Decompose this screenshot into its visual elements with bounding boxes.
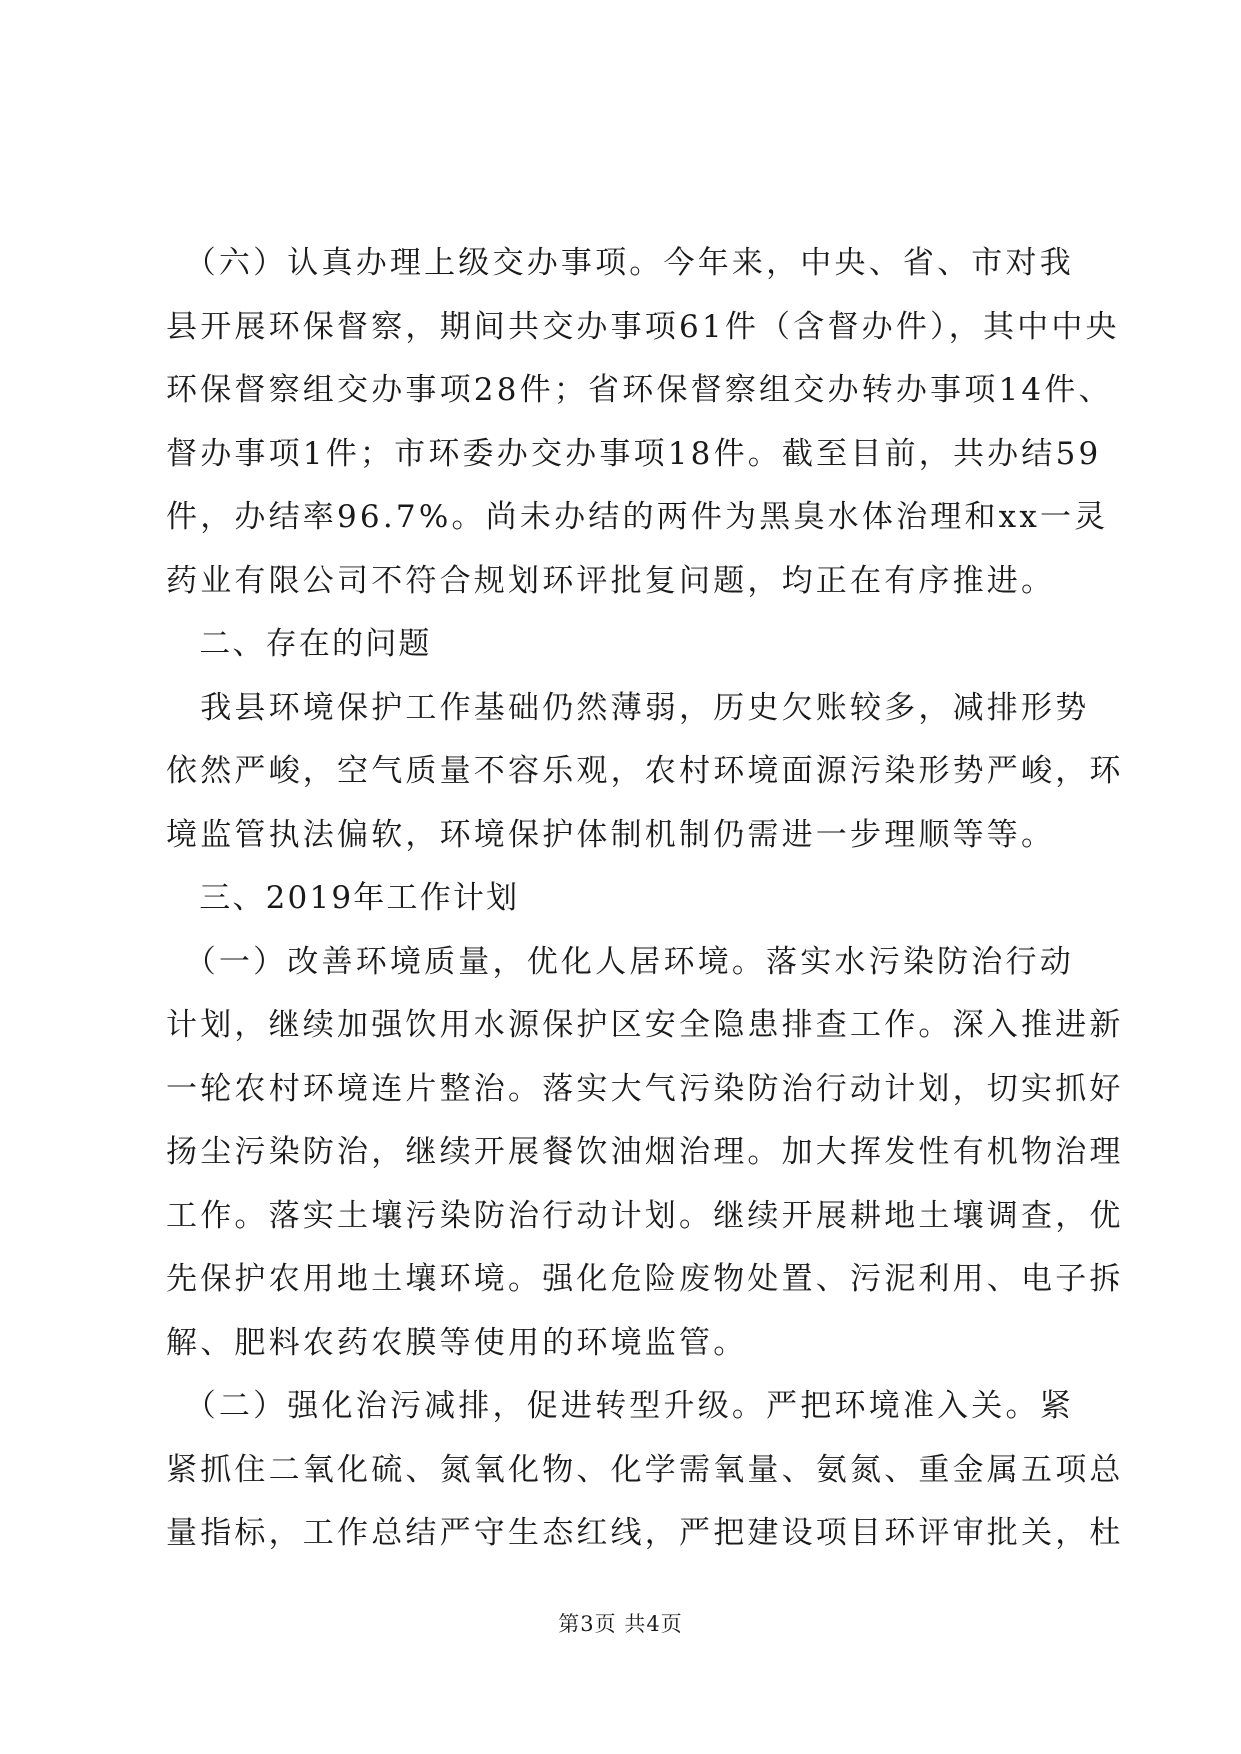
text-line: 工作。落实土壤污染防治行动计划。继续开展耕地土壤调查，优 bbox=[166, 1197, 1124, 1234]
section-heading: 二、存在的问题 bbox=[166, 626, 432, 662]
text-line: 环保督察组交办事项28件；省环保督察组交办转办事项14件、 bbox=[166, 372, 1113, 408]
text-line: 一轮农村环境连片整治。落实大气污染防治行动计划，切实抓好 bbox=[166, 1070, 1124, 1107]
text-line: 件，办结率96.7%。尚未办结的两件为黑臭水体治理和xx一灵 bbox=[166, 499, 1109, 535]
section-heading: 三、2019年工作计划 bbox=[166, 880, 520, 916]
text-line: 紧抓住二氧化硫、氮氧化物、化学需氧量、氨氮、重金属五项总 bbox=[166, 1451, 1124, 1488]
page-number-footer: 第3页 共4页 bbox=[558, 1612, 683, 1636]
text-line: （一）改善环境质量，优化人居环境。落实水污染防治行动 bbox=[166, 943, 1074, 980]
text-line: 药业有限公司不符合规划环评批复问题，均正在有序推进。 bbox=[166, 562, 1056, 599]
text-line: 量指标，工作总结严守生态红线，严把建设项目环评审批关，杜 bbox=[166, 1515, 1124, 1551]
text-line: 督办事项1件；市环委办交办事项18件。截至目前，共办结59 bbox=[166, 435, 1102, 472]
document-body bbox=[166, 232, 1124, 1566]
text-line: 我县环境保护工作基础仍然薄弱，历史欠账较多，减排形势 bbox=[166, 689, 1090, 726]
text-line: （二）强化治污减排，促进转型升级。严把环境准入关。紧 bbox=[166, 1388, 1074, 1424]
text-line: 县开展环保督察，期间共交办事项61件（含督办件），其中中央 bbox=[166, 308, 1120, 345]
text-line: 境监管执法偏软，环境保护体制机制仍需进一步理顺等等。 bbox=[166, 816, 1056, 853]
text-line: 计划，继续加强饮用水源保护区安全隐患排查工作。深入推进新 bbox=[166, 1007, 1124, 1043]
text-line: （六）认真办理上级交办事项。今年来，中央、省、市对我 bbox=[166, 245, 1074, 281]
text-line: 解、肥料农药农膜等使用的环境监管。 bbox=[166, 1324, 748, 1361]
text-line: 先保护农用地土壤环境。强化危险废物处置、污泥利用、电子拆 bbox=[166, 1261, 1124, 1297]
text-line: 依然严峻，空气质量不容乐观，农村环境面源污染形势严峻，环 bbox=[166, 753, 1124, 789]
text-line: 扬尘污染防治，继续开展餐饮油烟治理。加大挥发性有机物治理 bbox=[166, 1134, 1124, 1170]
